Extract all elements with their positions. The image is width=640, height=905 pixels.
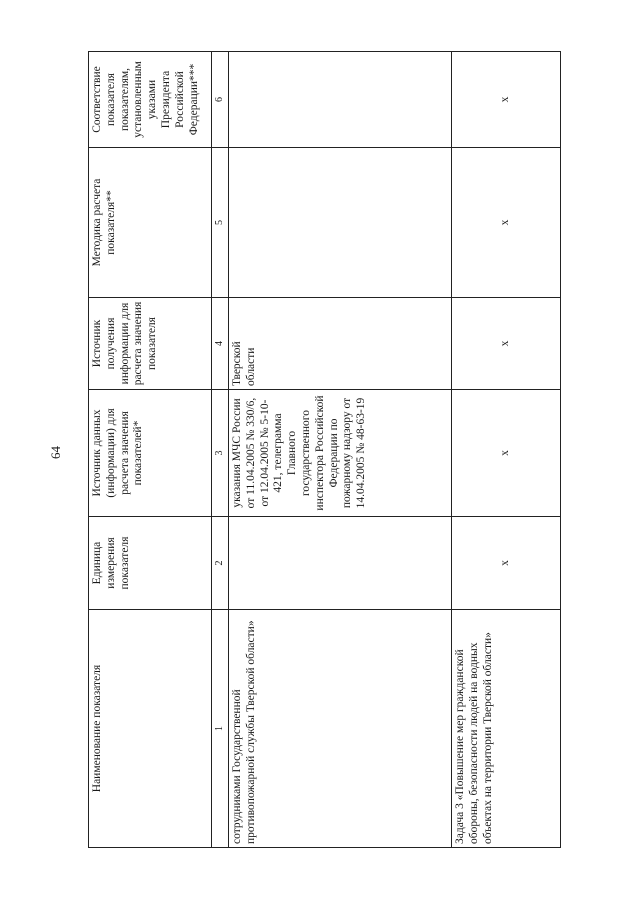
indicator-table-rotated [88,52,555,848]
info-source-cell: Тверской области [229,298,452,390]
header-cell-info-source: Источник получения информации для расчета значения показателя [89,298,212,390]
info-source-cell: х [452,298,561,390]
table-row [452,52,561,848]
column-number-row [212,52,229,848]
header-cell-method: Методика расчета показателя** [89,148,212,298]
unit-cell [229,517,452,610]
header-cell-data-source: Источник данных (информации) для расчета значения показателей* [89,390,212,517]
indicator-name-cell: сотрудниками Государственной противопожарной службы Тверской области» [229,610,452,848]
header-cell-unit: Единица измерения показателя [89,517,212,610]
conformity-cell [229,52,452,148]
column-number: 3 [212,390,229,517]
column-number: 6 [212,52,229,148]
data-source-cell: х [452,390,561,517]
header-cell-conformity: Соответствие показателя показателям, установленным указами Президента Российской Федерации*** [89,52,212,148]
data-source-cell: указания МЧС России от 11.04.2005 № 330/6, от 12.04.2005 № 5-10-421, телеграмма Главного государственного инспектора Российской Федерации по пожарному надзору от 14.04.2005 № 48-63-19 [229,390,452,517]
column-number: 1 [212,610,229,848]
conformity-cell: х [452,52,561,148]
table-row [229,52,452,848]
page-number: 64 [48,446,63,459]
method-cell: х [452,148,561,298]
method-cell [229,148,452,298]
column-number: 4 [212,298,229,390]
header-row [89,52,212,848]
column-number: 2 [212,517,229,610]
header-cell-name: Наименование показателя [89,610,212,848]
unit-cell: х [452,517,561,610]
column-number: 5 [212,148,229,298]
indicator-table [88,51,561,848]
indicator-name-cell: Задача 3 «Повышение мер гражданской обороны, безопасности людей на водных объектах на территории Тверской области» [452,610,561,848]
